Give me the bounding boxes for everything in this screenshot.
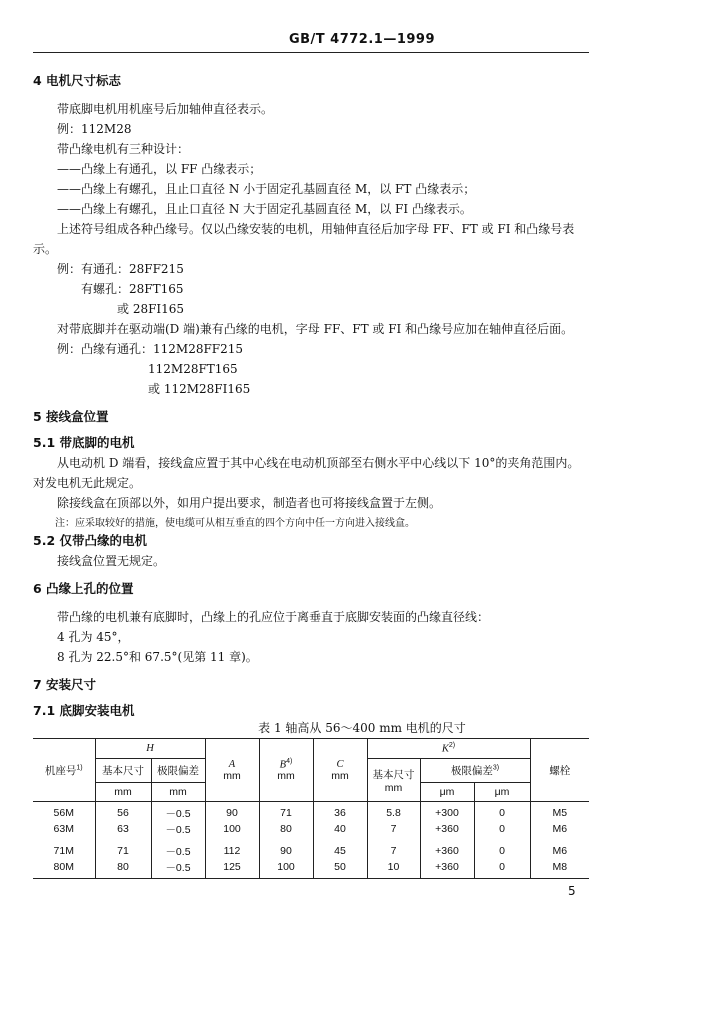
table-row: 56M 56 －0.5 90 71 36 5.8 +300 0 M5 [33,802,589,822]
paragraph: 除接线盒在顶部以外，如用户提出要求，制造者也可将接线盒置于左侧。 [57,496,442,510]
section-7-1-heading: 7.1 底脚安装电机 [33,703,135,718]
example: 例：有通孔：28FF215 [57,262,184,276]
header-K: $K^{2)}$ [367,739,530,759]
header-A: A mm [205,739,259,802]
header-rule [33,52,589,53]
page-number: 5 [568,884,576,898]
table-row: 80M 80 －0.5 125 100 50 10 +360 0 M8 [33,859,589,879]
section-5-2-heading: 5.2 仅带凸缘的电机 [33,533,147,548]
page-header: GB/T 4772.1—1999 [288,32,436,47]
paragraph: 带凸缘电机有三种设计： [57,142,190,156]
header-B: $B^{4)}$ mm [259,739,313,802]
section-4-heading: 4 电机尺寸标志 [33,73,122,88]
list-item: ——凸缘上有螺孔，且止口直径 N 小于固定孔基圆直径 M，以 FT 凸缘表示； [57,182,476,196]
paragraph: 接线盒位置无规定。 [57,554,166,568]
header-K-upper-unit: μm [420,783,474,802]
paragraph: 上述符号组成各种凸缘号。仅以凸缘安装的电机，用轴伸直径后加字母 FF、FT 或 FI 和凸缘号表 [57,222,575,236]
note: 注：应采取较好的措施，使电缆可从相互垂直的四个方向中任一方向进入接线盒。 [55,518,415,529]
paragraph: 从电动机 D 端看，接线盒应置于其中心线在电动机顶部至右侧水平中心线以下 10°的夹角范围内。 [57,456,580,470]
section-6-heading: 6 凸缘上孔的位置 [33,581,134,596]
paragraph-continuation: 对发电机无此规定。 [33,476,142,490]
paragraph: 4 孔为 45°， [57,630,130,644]
header-H-basic-unit: mm [95,783,151,802]
example: 例：112M28 [57,122,132,136]
header-K-basic: 基本尺寸 mm [367,759,420,802]
table-caption: 表 1 轴高从 56～400 mm 电机的尺寸 [258,721,466,735]
dimensions-table [33,738,589,879]
header-bolt: 螺栓 [530,739,589,802]
header-K-deviation: 极限偏差$^{3)}$ [420,759,530,783]
list-item: ——凸缘上有螺孔，且止口直径 N 大于固定孔基圆直径 M，以 FI 凸缘表示。 [57,202,472,216]
example: 例：凸缘有通孔：112M28FF215 [57,342,244,356]
header-C: C mm [313,739,367,802]
section-5-heading: 5 接线盒位置 [33,409,109,424]
example: 或 28FI165 [117,302,185,316]
section-5-1-heading: 5.1 带底脚的电机 [33,435,135,450]
table-row: 71M 71 －0.5 112 90 45 7 +360 0 M6 [33,843,589,859]
paragraph-continuation: 示。 [33,242,58,256]
paragraph: 带底脚电机用机座号后加轴伸直径表示。 [57,102,274,116]
header-K-lower-unit: μm [474,783,530,802]
table-row: 63M 63 －0.5 100 80 40 7 +360 0 M6 [33,821,589,843]
header-H: H [95,739,205,759]
paragraph: 带凸缘的电机兼有底脚时，凸缘上的孔应位于离垂直于底脚安装面的凸缘直径线： [57,610,490,624]
header-H-deviation: 极限偏差 [151,759,205,783]
paragraph: 对带底脚并在驱动端(D 端)兼有凸缘的电机，字母 FF、FT 或 FI 和凸缘号应加在轴伸直径后面。 [57,322,574,336]
example: 112M28FT165 [148,362,238,376]
header-frame-number: 机座号$^{1)}$ [33,739,95,802]
example: 或 112M28FI165 [148,382,251,396]
paragraph: 8 孔为 22.5°和 67.5°(见第 11 章)。 [57,650,258,664]
example: 有螺孔：28FT165 [81,282,184,296]
section-7-heading: 7 安装尺寸 [33,677,97,692]
header-H-basic: 基本尺寸 [95,759,151,783]
header-H-deviation-unit: mm [151,783,205,802]
list-item: ——凸缘上有通孔，以 FF 凸缘表示； [57,162,262,176]
